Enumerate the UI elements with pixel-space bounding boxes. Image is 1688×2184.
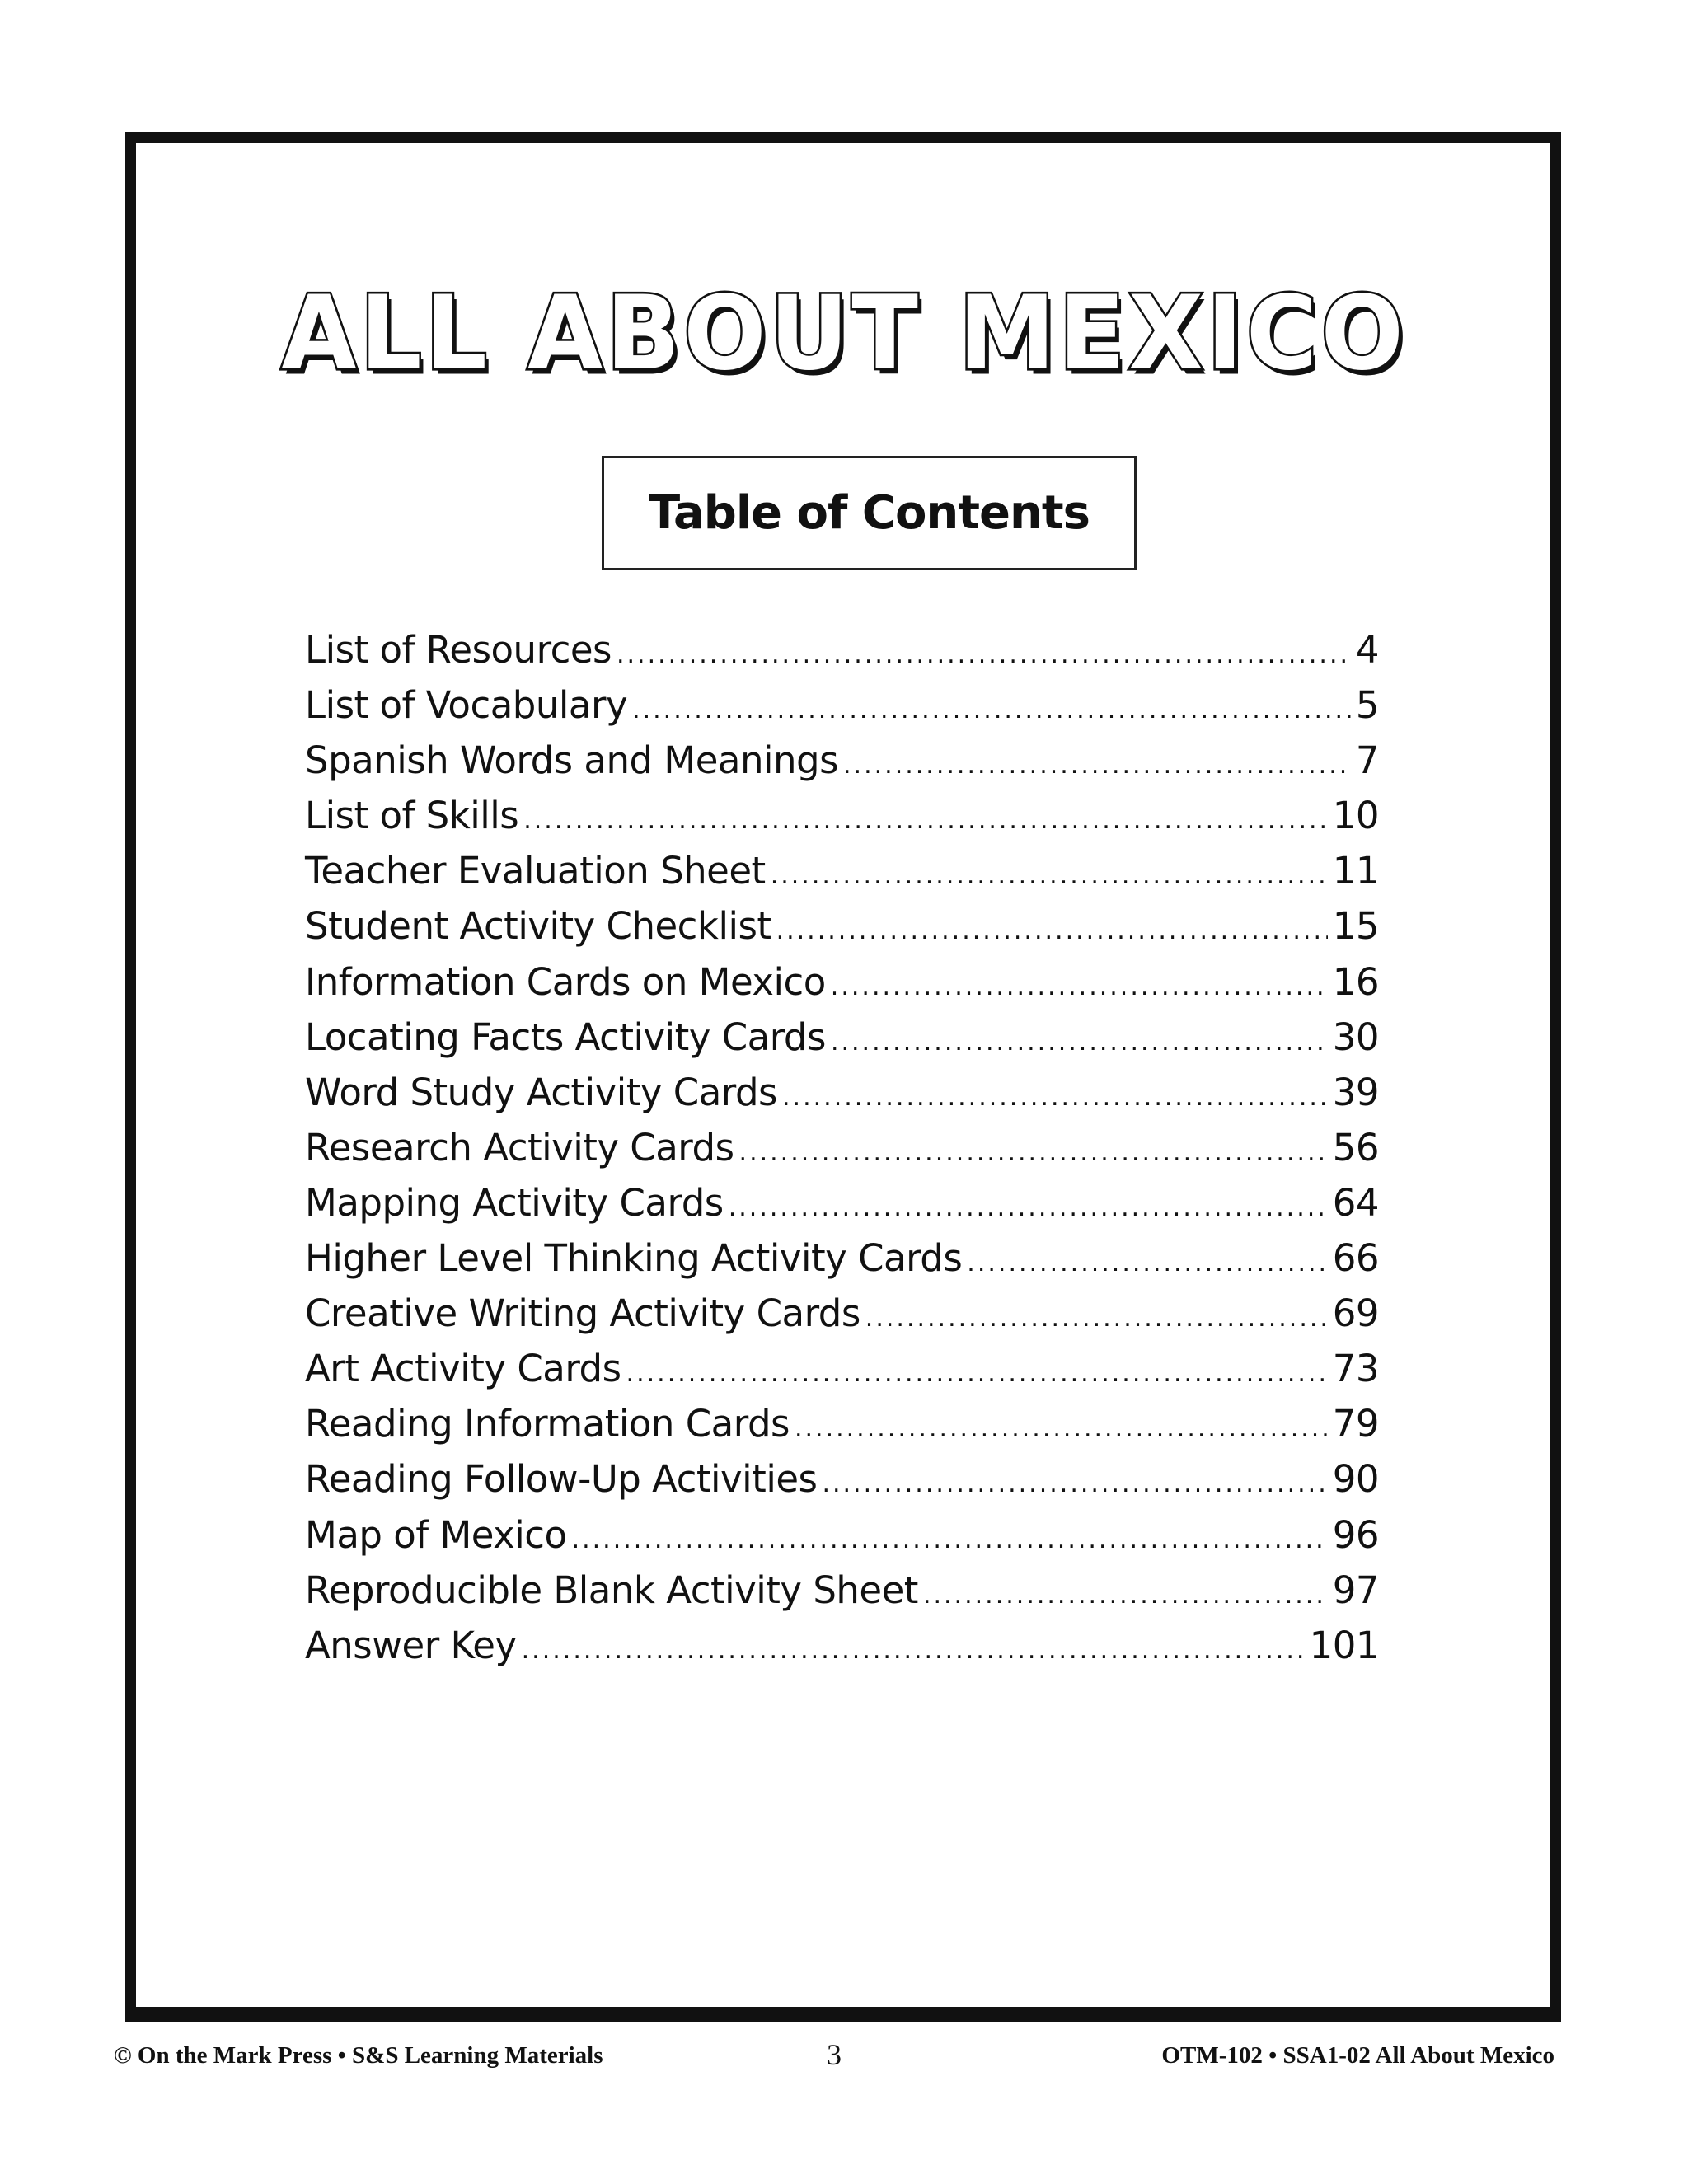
toc-entry-page: 5	[1355, 683, 1379, 728]
leader-dots	[771, 861, 1328, 890]
leader-dots	[523, 806, 1328, 835]
leader-dots	[831, 1028, 1328, 1057]
toc-entry-page: 90	[1332, 1457, 1379, 1502]
toc-heading-box	[602, 456, 1137, 570]
toc-entry-label: Reading Information Cards	[305, 1402, 790, 1446]
toc-entry-page: 11	[1332, 849, 1379, 893]
toc-entry-label: Creative Writing Activity Cards	[305, 1291, 860, 1336]
toc-entry	[305, 1402, 1379, 1457]
toc-entry-label: Higher Level Thinking Activity Cards	[305, 1236, 963, 1281]
toc-entry	[305, 683, 1379, 738]
toc-entry-page: 10	[1332, 794, 1379, 838]
toc-entry-label: Art Activity Cards	[305, 1347, 621, 1391]
toc-entry	[305, 960, 1379, 1015]
toc-entry	[305, 1513, 1379, 1568]
toc-entry-label: Spanish Words and Meanings	[305, 738, 839, 783]
footer-publisher: © On the Mark Press • S&S Learning Materials	[114, 2042, 603, 2069]
leader-dots	[626, 1359, 1328, 1388]
toc-entry	[305, 738, 1379, 794]
leader-dots	[729, 1193, 1328, 1222]
toc-entry-page: 73	[1332, 1347, 1379, 1391]
toc-entry	[305, 1071, 1379, 1126]
toc-entry-page: 39	[1332, 1070, 1379, 1114]
toc-entry	[305, 1568, 1379, 1624]
toc-entry	[305, 1126, 1379, 1181]
toc-entry	[305, 794, 1379, 849]
toc-entry-page: 7	[1355, 738, 1379, 783]
toc-entry-page: 66	[1332, 1236, 1379, 1281]
toc-entry-page: 97	[1332, 1568, 1379, 1612]
toc-entry-page: 30	[1332, 1015, 1379, 1059]
toc-entry-page: 79	[1332, 1402, 1379, 1446]
book-title: ALL ABOUT MEXICO	[281, 273, 1407, 393]
toc-entry-label: List of Skills	[305, 794, 519, 838]
leader-dots	[843, 751, 1351, 780]
toc-entry-label: Reproducible Blank Activity Sheet	[305, 1568, 918, 1612]
leader-dots	[572, 1526, 1328, 1554]
leader-dots	[822, 1469, 1327, 1498]
leader-dots	[967, 1249, 1327, 1277]
toc-entry	[305, 1624, 1379, 1679]
toc-entry-label: Research Activity Cards	[305, 1125, 734, 1169]
toc-entry-page: 56	[1332, 1125, 1379, 1169]
toc-entry-label: Mapping Activity Cards	[305, 1180, 724, 1225]
toc-entry-label: Reading Follow-Up Activities	[305, 1457, 818, 1502]
leader-dots	[632, 696, 1351, 724]
toc-entry-label: Word Study Activity Cards	[305, 1070, 778, 1114]
toc-entry	[305, 628, 1379, 683]
footer-book-code: OTM-102 • SSA1-02 All About Mexico	[1161, 2042, 1554, 2069]
toc-entry-page: 96	[1332, 1512, 1379, 1557]
leader-dots	[776, 916, 1328, 945]
leader-dots	[522, 1636, 1305, 1665]
toc-entry-label: Answer Key	[305, 1623, 517, 1667]
table-of-contents	[305, 628, 1379, 1679]
leader-dots	[617, 640, 1351, 669]
toc-entry-label: Map of Mexico	[305, 1512, 567, 1557]
toc-entry	[305, 904, 1379, 959]
toc-entry-label: List of Resources	[305, 628, 612, 672]
toc-entry	[305, 1347, 1379, 1402]
leader-dots	[795, 1414, 1328, 1443]
toc-entry-page: 4	[1355, 628, 1379, 672]
leader-dots	[739, 1138, 1328, 1167]
toc-entry	[305, 1015, 1379, 1071]
toc-entry-page: 16	[1332, 959, 1379, 1004]
toc-entry-page: 69	[1332, 1291, 1379, 1336]
toc-entry	[305, 1291, 1379, 1347]
toc-entry-page: 101	[1309, 1623, 1379, 1667]
toc-heading: Table of Contents	[648, 486, 1090, 540]
toc-entry-label: Locating Facts Activity Cards	[305, 1015, 826, 1059]
toc-entry-label: Student Activity Checklist	[305, 904, 771, 949]
toc-entry-page: 15	[1332, 904, 1379, 949]
toc-entry	[305, 1236, 1379, 1291]
toc-entry-label: Teacher Evaluation Sheet	[305, 849, 766, 893]
footer-page-number: 3	[827, 2038, 842, 2071]
leader-dots	[831, 972, 1328, 1001]
toc-entry-page: 64	[1332, 1180, 1379, 1225]
toc-entry-label: Information Cards on Mexico	[305, 959, 826, 1004]
toc-entry	[305, 1457, 1379, 1512]
leader-dots	[782, 1083, 1328, 1112]
leader-dots	[865, 1304, 1328, 1333]
toc-entry	[305, 849, 1379, 904]
toc-entry	[305, 1181, 1379, 1236]
leader-dots	[923, 1581, 1328, 1610]
toc-entry-label: List of Vocabulary	[305, 683, 628, 728]
